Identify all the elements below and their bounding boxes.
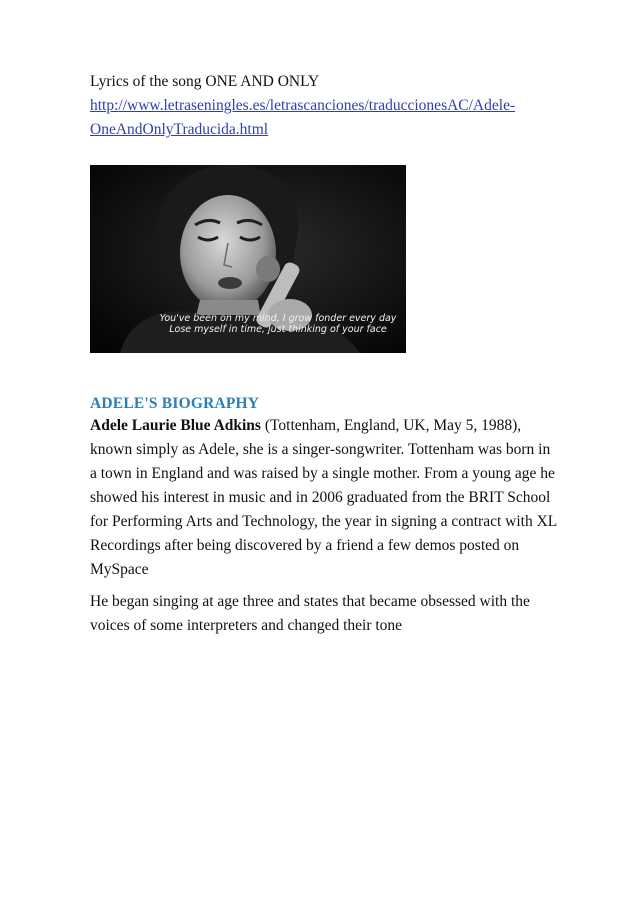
biography-name: Adele Laurie Blue Adkins [90,417,261,434]
biography-line-5: for Performing Arts and Technology, the year in signing a contract with XL [90,513,558,530]
biography-line-3: a town in England and was raised by a single mother. From a young age he [90,465,555,482]
photo-caption [90,313,406,335]
lyrics-url-link-part1[interactable]: http://www.letraseningles.es/letrascanciones/traduccionesAC/Adele- [90,97,516,114]
biography-line-7: MySpace [90,561,149,578]
adele-photo [90,165,406,353]
biography-line-1-rest: (Tottenham, England, UK, May 5, 1988), [260,417,522,434]
biography-line-6: Recordings after being discovered by a friend a few demos posted on [90,537,520,554]
biography-line-2: known simply as Adele, she is a singer-songwriter. Tottenham was born in [90,441,551,458]
photo-caption-line-2: Lose myself in time, just thinking of your face [169,324,387,335]
biography-para2-line-1: He began singing at age three and states that became obsessed with the [90,593,530,610]
lyrics-title-line: Lyrics of the song ONE AND ONLY [90,73,320,90]
lyrics-url-link-part2[interactable]: OneAndOnlyTraducida.html [90,121,269,138]
photo-caption-line-1: You've been on my mind, I grow fonder every day [159,313,397,324]
biography-heading: ADELE'S BIOGRAPHY [90,395,260,412]
biography-para2-line-2: voices of some interpreters and changed their tone [90,617,403,634]
biography-line-1 [90,414,521,438]
biography-line-4: showed his interest in music and in 2006 graduated from the BRIT School [90,489,551,506]
